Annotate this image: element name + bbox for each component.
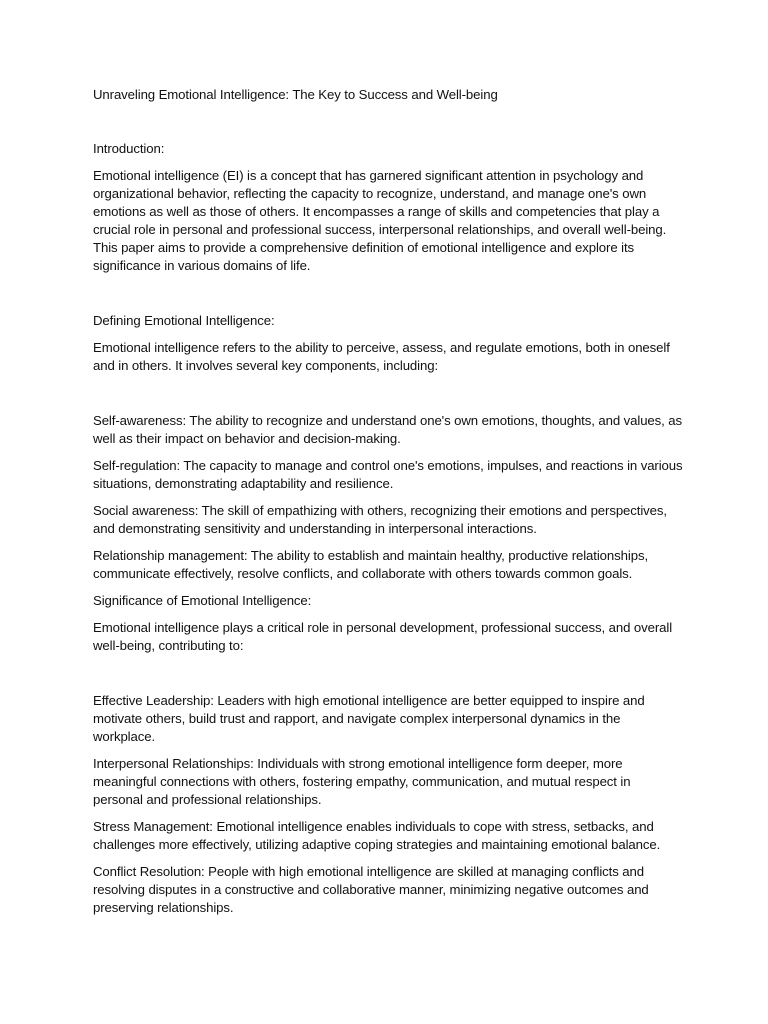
component-self-regulation: Self-regulation: The capacity to manage and control one's emotions, impulses, and reactions in various situations, demonstrating adaptability and resilience. [93, 458, 683, 491]
document-title: Unraveling Emotional Intelligence: The Key to Success and Well-being [93, 87, 498, 102]
document-body [93, 86, 683, 917]
significance-interpersonal-relationships: Interpersonal Relationships: Individuals with strong emotional intelligence form deeper, more meaningful connections with others, fostering empathy, communication, and mutual respect in personal and professional relationships. [93, 756, 631, 807]
defining-paragraph: Emotional intelligence refers to the ability to perceive, assess, and regulate emotions, both in oneself and in others. It involves several key components, including: [93, 340, 670, 373]
component-self-awareness: Self-awareness: The ability to recognize and understand one's own emotions, thoughts, and values, as well as their impact on behavior and decision-making. [93, 413, 683, 446]
introduction-paragraph: Emotional intelligence (EI) is a concept that has garnered significant attention in psychology and organizational behavior, reflecting the capacity to recognize, understand, and manage one's own emotions as well as those of others. It encompasses a range of skills and competencies that play a crucial role in personal and professional success, interpersonal relationships, and overall well-being. This paper aims to provide a comprehensive definition of emotional intelligence and explore its significance in various domains of life. [93, 168, 667, 273]
significance-paragraph: Emotional intelligence plays a critical role in personal development, professional success, and overall well-being, contributing to: [93, 620, 673, 653]
significance-stress-management: Stress Management: Emotional intelligence enables individuals to cope with stress, setbacks, and challenges more effectively, utilizing adaptive coping strategies and maintaining emotional balance. [93, 819, 661, 852]
defining-heading: Defining Emotional Intelligence: [93, 313, 275, 328]
component-social-awareness: Social awareness: The skill of empathizing with others, recognizing their emotions and perspectives, and demonstrating sensitivity and understanding in interpersonal interactions. [93, 503, 667, 536]
significance-effective-leadership: Effective Leadership: Leaders with high emotional intelligence are better equipped to inspire and motivate others, build trust and rapport, and navigate complex interpersonal dynamics in the workplace. [93, 693, 645, 744]
introduction-heading: Introduction: [93, 141, 165, 156]
significance-heading: Significance of Emotional Intelligence: [93, 593, 312, 608]
significance-conflict-resolution: Conflict Resolution: People with high emotional intelligence are skilled at managing conflicts and resolving disputes in a constructive and collaborative manner, minimizing negative outcomes and preserving relationships. [93, 864, 649, 915]
component-relationship-management: Relationship management: The ability to establish and maintain healthy, productive relationships, communicate effectively, resolve conflicts, and collaborate with others towards common goals. [93, 548, 649, 581]
